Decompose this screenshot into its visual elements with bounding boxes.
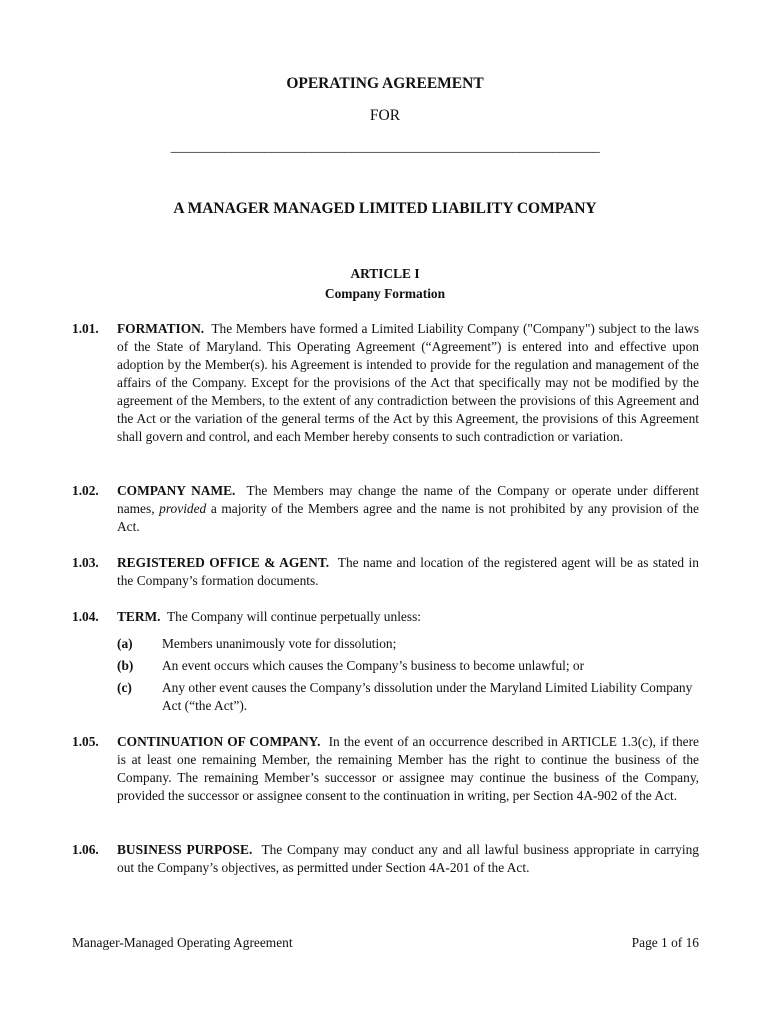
section-text-emphasis: provided bbox=[159, 501, 207, 516]
section-number: 1.02. bbox=[72, 483, 99, 498]
article-number: ARTICLE I bbox=[350, 266, 420, 281]
section-term bbox=[72, 608, 699, 715]
list-item-text: An event occurs which causes the Company’s business to become unlawful; or bbox=[162, 658, 585, 673]
section-body bbox=[117, 608, 699, 626]
section-number: 1.01. bbox=[72, 321, 99, 336]
list-item-label: (b) bbox=[117, 658, 134, 673]
company-name-blank-line: ________________________________________________________________ bbox=[170, 140, 600, 155]
list-item-text: Any other event causes the Company’s dissolution under the Maryland Limited Liability Company Act (“the Act”). bbox=[162, 680, 693, 713]
list-item-label: (a) bbox=[117, 636, 133, 651]
section-body bbox=[117, 841, 699, 877]
section-body bbox=[117, 320, 699, 446]
section-heading: COMPANY NAME. bbox=[117, 483, 236, 498]
list-item-text: Members unanimously vote for dissolution; bbox=[162, 636, 397, 651]
section-text: The Members have formed a Limited Liability Company ("Company") subject to the laws of the State of Maryland. This Operating Agreement (“Agreement”) is entered into and effective upon adoption by the Member(s). his Agreement is intended to provide for the regulation and management of the affairs of the Company. Except for the provisions of the Act that specifically may not be modified by the agreement of the Members, to the extent of any contradiction between the provisions of this Agreement and the Act or the variation of the general terms of the Act by this Agreement, the provisions of this Agreement shall govern and control, and each Member hereby consents to such contradiction or variation. bbox=[117, 321, 699, 444]
footer-document-name: Manager-Managed Operating Agreement bbox=[72, 935, 293, 950]
section-heading: BUSINESS PURPOSE. bbox=[117, 842, 253, 857]
section-number: 1.06. bbox=[72, 842, 99, 857]
section-body bbox=[117, 554, 699, 590]
list-item-label: (c) bbox=[117, 680, 132, 695]
section-number: 1.03. bbox=[72, 555, 99, 570]
list-item bbox=[117, 657, 699, 675]
section-body bbox=[117, 733, 699, 805]
list-item bbox=[117, 635, 699, 653]
section-business-purpose bbox=[72, 841, 699, 877]
document-subtitle: A MANAGER MANAGED LIMITED LIABILITY COMPANY bbox=[173, 200, 597, 217]
section-number: 1.04. bbox=[72, 609, 99, 624]
section-registered-office bbox=[72, 554, 699, 590]
footer-page-number: Page 1 of 16 bbox=[631, 935, 699, 950]
section-text: The Company may conduct any and all lawful business appropriate in carrying out the Company’s objectives, as permitted under Section 4A-201 of the Act. bbox=[117, 842, 699, 875]
section-company-name bbox=[72, 482, 699, 536]
section-text: The Company will continue perpetually unless: bbox=[167, 609, 421, 624]
section-text: a majority of the Members agree and the name is not prohibited by any provision of the Act. bbox=[117, 501, 699, 534]
section-formation bbox=[72, 320, 699, 446]
section-heading: REGISTERED OFFICE & AGENT. bbox=[117, 555, 330, 570]
for-label: FOR bbox=[369, 107, 401, 124]
section-text: The name and location of the registered agent will be as stated in the Company’s formation documents. bbox=[117, 555, 699, 588]
article-title: Company Formation bbox=[324, 286, 446, 301]
section-body bbox=[117, 482, 699, 536]
section-heading: FORMATION. bbox=[117, 321, 205, 336]
section-heading: TERM. bbox=[117, 609, 161, 624]
section-text: The Members may change the name of the Company or operate under different names, bbox=[117, 483, 699, 516]
document-title: OPERATING AGREEMENT bbox=[286, 75, 484, 92]
section-text: In the event of an occurrence described in ARTICLE 1.3(c), if there is at least one remaining Member, the remaining Member has the right to continue the business of the Company. The remaining Member’s successor or assignee may continue the business of the Company, provided the successor or assignee consent to the continuation in writing, per Section 4A-902 of the Act. bbox=[117, 734, 700, 803]
list-item bbox=[117, 679, 699, 715]
section-number: 1.05. bbox=[72, 734, 99, 749]
section-heading: CONTINUATION OF COMPANY. bbox=[117, 734, 321, 749]
section-continuation bbox=[72, 733, 699, 805]
